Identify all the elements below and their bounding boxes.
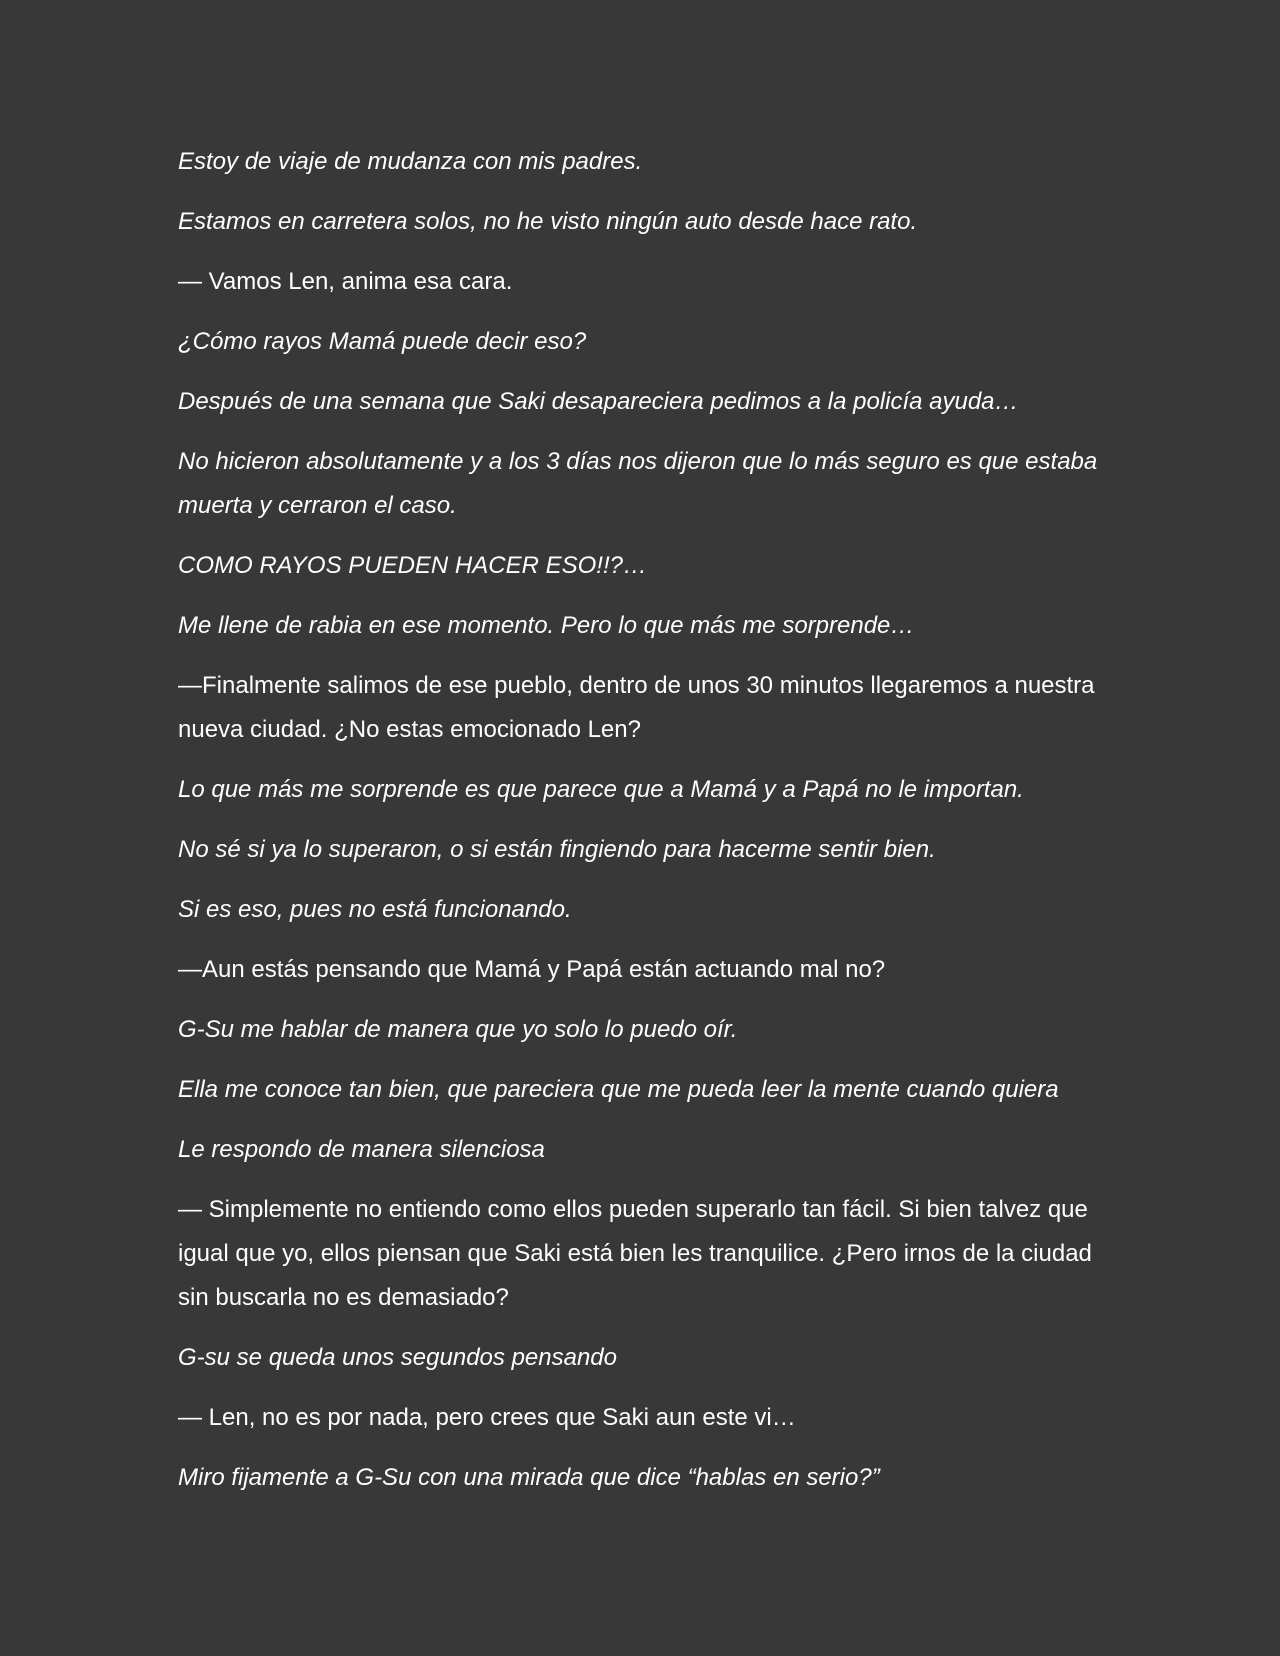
dialogue-paragraph: — Simplemente no entiendo como ellos pueden superarlo tan fácil. Si bien talvez que igual que yo, ellos piensan que Saki está bien les tranquilice. ¿Pero irnos de la ciudad sin buscarla no es demasiado? xyxy=(178,1196,1092,1311)
paragraph: Lo que más me sorprende es que parece que a Mamá y a Papá no le importan. xyxy=(178,776,1024,803)
paragraph: Me llene de rabia en ese momento. Pero lo que más me sorprende… xyxy=(178,612,915,639)
document-body xyxy=(178,140,1118,1516)
dialogue-paragraph: —Aun estás pensando que Mamá y Papá están actuando mal no? xyxy=(178,956,886,983)
paragraph: Ella me conoce tan bien, que pareciera que me pueda leer la mente cuando quiera xyxy=(178,1076,1059,1103)
paragraph: Le respondo de manera silenciosa xyxy=(178,1136,545,1163)
paragraph: COMO RAYOS PUEDEN HACER ESO!!?… xyxy=(178,552,647,579)
dialogue-paragraph: — Len, no es por nada, pero crees que Saki aun este vi… xyxy=(178,1404,796,1431)
paragraph: G-Su me hablar de manera que yo solo lo puedo oír. xyxy=(178,1016,738,1043)
paragraph: No hicieron absolutamente y a los 3 días nos dijeron que lo más seguro es que estaba muerta y cerraron el caso. xyxy=(178,448,1098,519)
paragraph: Miro fijamente a G-Su con una mirada que dice “hablas en serio?” xyxy=(178,1464,880,1491)
dialogue-paragraph: —Finalmente salimos de ese pueblo, dentro de unos 30 minutos llegaremos a nuestra nueva ciudad. ¿No estas emocionado Len? xyxy=(178,672,1095,743)
paragraph: Estamos en carretera solos, no he visto ningún auto desde hace rato. xyxy=(178,208,918,235)
paragraph: ¿Cómo rayos Mamá puede decir eso? xyxy=(178,328,587,355)
dialogue-paragraph: — Vamos Len, anima esa cara. xyxy=(178,268,513,295)
paragraph: No sé si ya lo superaron, o si están fingiendo para hacerme sentir bien. xyxy=(178,836,936,863)
paragraph: Estoy de viaje de mudanza con mis padres. xyxy=(178,148,643,175)
paragraph: Después de una semana que Saki desapareciera pedimos a la policía ayuda… xyxy=(178,388,1019,415)
paragraph: G-su se queda unos segundos pensando xyxy=(178,1344,617,1371)
paragraph: Si es eso, pues no está funcionando. xyxy=(178,896,572,923)
